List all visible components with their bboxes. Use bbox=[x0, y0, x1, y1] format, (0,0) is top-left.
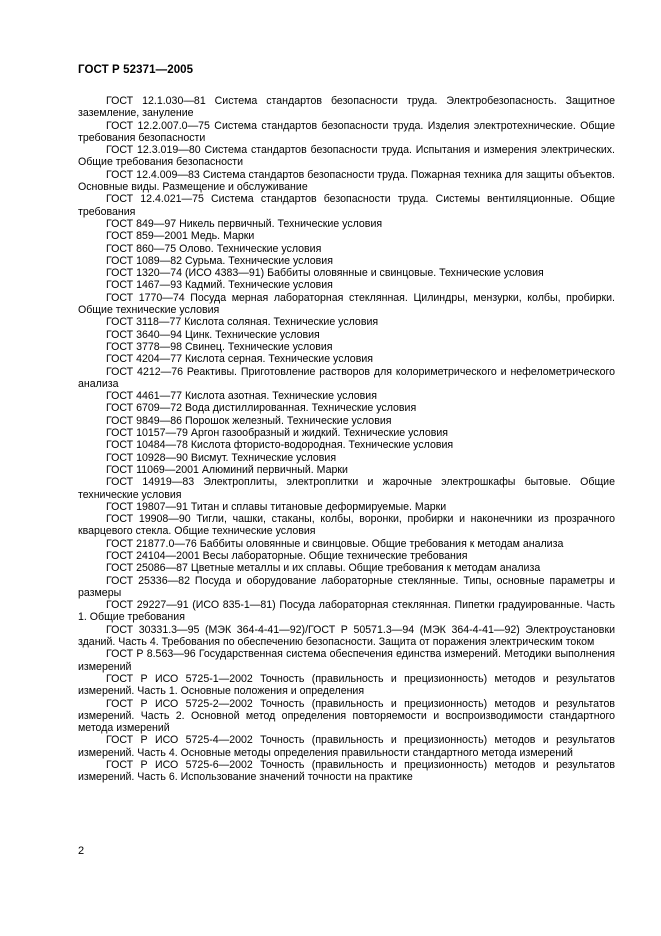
reference-entry: ГОСТ 19908—90 Тигли, чашки, стаканы, колбы, воронки, пробирки и наконечники из прозрачного кварцевого стекла. Общие технические условия bbox=[78, 513, 615, 538]
reference-entry: ГОСТ 4204—77 Кислота серная. Технические условия bbox=[106, 353, 373, 366]
reference-entry: ГОСТ 25336—82 Посуда и оборудование лабораторные стеклянные. Типы, основные параметры и размеры bbox=[78, 574, 615, 599]
reference-entry: ГОСТ Р ИСО 5725-2—2002 Точность (правильность и прецизионность) методов и результатов измерений. Часть 2. Основной метод определения повторяемости и воспроизводимости стандартного метода измерений bbox=[78, 697, 615, 735]
reference-entry: ГОСТ 12.4.009—83 Система стандартов безопасности труда. Пожарная техника для защиты объектов. Основные виды. Размещение и обслуживание bbox=[78, 168, 615, 194]
reference-entry: ГОСТ 29227—91 (ИСО 835-1—81) Посуда лабораторная стеклянная. Пипетки градуированные. Часть 1. Общие требования bbox=[78, 599, 615, 624]
reference-entry: ГОСТ 1467—93 Кадмий. Технические условия bbox=[106, 279, 333, 292]
page-number: 2 bbox=[78, 845, 85, 857]
reference-entry: ГОСТ 14919—83 Электроплиты, электроплитки и жарочные электрошкафы бытовые. Общие технические условия bbox=[78, 476, 615, 501]
reference-entry: ГОСТ 6709—72 Вода дистиллированная. Технические условия bbox=[106, 402, 417, 415]
reference-entry: ГОСТ 12.1.030—81 Система стандартов безопасности труда. Электробезопасность. Защитное заземление, зануление bbox=[78, 95, 615, 120]
reference-entry: ГОСТ 10484—78 Кислота фтористо-водородная. Технические условия bbox=[106, 439, 454, 452]
reference-entry: ГОСТ 10928—90 Висмут. Технические условия bbox=[106, 451, 337, 464]
reference-entry: ГОСТ 3118—77 Кислота соляная. Технические условия bbox=[106, 316, 379, 329]
reference-entry: ГОСТ 4212—76 Реактивы. Приготовление растворов для колориметрического и нефелометрического анализа bbox=[78, 365, 615, 390]
reference-entry: ГОСТ 849—97 Никель первичный. Технические условия bbox=[106, 217, 383, 230]
reference-entry: ГОСТ 11069—2001 Алюминий первичный. Марки bbox=[106, 463, 348, 476]
reference-entry: ГОСТ 3778—98 Свинец. Технические условия bbox=[106, 340, 333, 353]
reference-entry: ГОСТ 10157—79 Аргон газообразный и жидкий. Технические условия bbox=[106, 427, 449, 440]
reference-entry: ГОСТ 9849—86 Порошок железный. Технические условия bbox=[106, 414, 392, 427]
reference-entry: ГОСТ 30331.3—95 (МЭК 364-4-41—92)/ГОСТ Р 50571.3—94 (МЭК 364-4-41—92) Электроустановки зданий. Часть 4. Требования по обеспечению безопасности. Защита от поражения электрическим током bbox=[78, 623, 615, 649]
reference-entry: ГОСТ 3640—94 Цинк. Технические условия bbox=[106, 328, 320, 341]
reference-entry: ГОСТ 1089—82 Сурьма. Технические условия bbox=[106, 254, 333, 267]
reference-entry: ГОСТ 12.4.021—75 Система стандартов безопасности труда. Системы вентиляционные. Общие требования bbox=[78, 193, 615, 218]
reference-entry: ГОСТ Р ИСО 5725-1—2002 Точность (правильность и прецизионность) методов и результатов измерений. Часть 1. Основные положения и определения bbox=[78, 672, 615, 698]
reference-entry: ГОСТ 21877.0—76 Баббиты оловянные и свинцовые. Общие требования к методам анализа bbox=[106, 537, 564, 550]
document-header-title: ГОСТ Р 52371—2005 bbox=[78, 64, 194, 76]
reference-entry: ГОСТ 860—75 Олово. Технические условия bbox=[106, 242, 322, 255]
reference-entry: ГОСТ 25086—87 Цветные металлы и их сплавы. Общие требования к методам анализа bbox=[106, 562, 541, 575]
reference-entry: ГОСТ Р ИСО 5725-6—2002 Точность (правильность и прецизионность) методов и результатов измерений. Часть 6. Использование значений точности на практике bbox=[78, 759, 615, 784]
reference-entry: ГОСТ 4461—77 Кислота азотная. Технические условия bbox=[106, 390, 377, 403]
normative-references-list bbox=[78, 95, 615, 784]
reference-entry: ГОСТ 12.2.007.0—75 Система стандартов безопасности труда. Изделия электротехнические. Общие требования безопасности bbox=[78, 119, 615, 144]
reference-entry: ГОСТ 12.3.019—80 Система стандартов безопасности труда. Испытания и измерения электрических. Общие требования безопасности bbox=[78, 144, 615, 169]
reference-entry: ГОСТ 24104—2001 Весы лабораторные. Общие технические требования bbox=[106, 549, 468, 562]
reference-entry: ГОСТ Р 8.563—96 Государственная система обеспечения единства измерений. Методики выполнения измерений bbox=[78, 648, 615, 673]
reference-entry: ГОСТ 19807—91 Титан и сплавы титановые деформируемые. Марки bbox=[106, 500, 447, 513]
reference-entry: ГОСТ 1320—74 (ИСО 4383—91) Баббиты оловянные и свинцовые. Технические условия bbox=[106, 267, 544, 280]
reference-entry: ГОСТ 1770—74 Посуда мерная лабораторная стеклянная. Цилиндры, мензурки, колбы, пробирки. Общие технические условия bbox=[78, 291, 615, 317]
reference-entry: ГОСТ 859—2001 Медь. Марки bbox=[106, 230, 255, 243]
reference-entry: ГОСТ Р ИСО 5725-4—2002 Точность (правильность и прецизионность) методов и результатов измерений. Часть 4. Основные методы определения правильности стандартного метода измерений bbox=[78, 734, 615, 759]
